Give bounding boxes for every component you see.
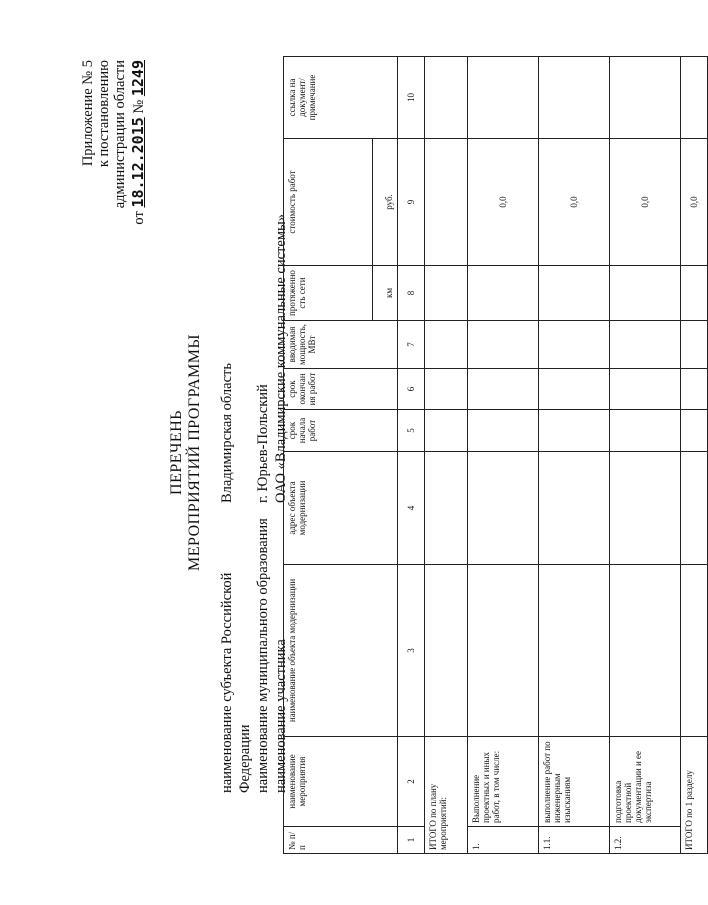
header-cell-reference: ссылка на документ/ примечание	[284, 57, 398, 139]
appendix-line-3: администрации области	[112, 60, 128, 209]
title-line-2: МЕРОПРИЯТИЙ ПРОГРАММЫ	[186, 334, 203, 571]
row-cost: 0,0	[468, 139, 539, 266]
empty-cell	[468, 410, 539, 452]
empty-cell	[681, 321, 708, 369]
column-number: 1	[398, 827, 425, 854]
row-cost: 0,0	[610, 139, 681, 266]
row-label: ИТОГО по 1 разделу	[681, 737, 708, 854]
appendix-block	[80, 60, 147, 360]
meta-block	[218, 214, 290, 793]
appendix-date-line	[130, 60, 147, 360]
empty-cell	[468, 321, 539, 369]
table-row	[468, 57, 539, 854]
column-number: 7	[398, 321, 425, 369]
empty-cell	[468, 565, 539, 737]
table-row-plan-total	[425, 57, 468, 854]
header-cell-start: срок начала работ	[284, 410, 398, 452]
empty-cell	[539, 565, 610, 737]
meta-row-subject	[218, 214, 254, 793]
appendix-line-1: Приложение № 5	[80, 60, 96, 167]
decree-date: 18.12.2015	[129, 117, 147, 208]
column-number: 9	[398, 139, 425, 266]
column-number: 6	[398, 369, 425, 410]
empty-cell	[425, 266, 468, 321]
header-cell-address: адрес объекта модернизации	[284, 452, 398, 565]
empty-cell	[610, 321, 681, 369]
header-row	[284, 57, 373, 854]
meta-label: наименование участника	[273, 639, 289, 793]
empty-cell	[425, 321, 468, 369]
header-cell-num: № п/п	[284, 827, 398, 854]
empty-cell	[681, 369, 708, 410]
empty-cell	[468, 57, 539, 139]
empty-cell	[425, 410, 468, 452]
header-cell-measure: наименование мероприятия	[284, 737, 398, 827]
empty-cell	[681, 57, 708, 139]
row-cost: 0,0	[539, 139, 610, 266]
row-num: 1.2.	[610, 827, 681, 854]
empty-cell	[539, 369, 610, 410]
empty-cell	[425, 452, 468, 565]
empty-cell	[681, 410, 708, 452]
title-line-1: ПЕРЕЧЕНЬ	[168, 410, 185, 495]
empty-cell	[468, 369, 539, 410]
empty-cell	[425, 565, 468, 737]
empty-cell	[425, 369, 468, 410]
empty-cell	[468, 452, 539, 565]
column-number: 10	[398, 57, 425, 139]
empty-cell	[610, 57, 681, 139]
number-sign: №	[131, 99, 147, 114]
row-num: 1.	[468, 827, 539, 854]
meta-label: наименование субъекта Российской Федерации	[219, 572, 253, 793]
empty-cell	[610, 565, 681, 737]
meta-label: наименование муниципального образования	[255, 518, 271, 793]
empty-cell	[681, 452, 708, 565]
table-row	[610, 57, 681, 854]
column-number: 4	[398, 452, 425, 565]
empty-cell	[610, 369, 681, 410]
empty-cell	[681, 565, 708, 737]
header-cell-object: наименование объекта модернизации	[284, 565, 398, 737]
column-number-row	[398, 57, 425, 854]
row-label: ИТОГО по плану мероприятий:	[425, 737, 468, 854]
meta-row-municipality	[254, 214, 272, 793]
measures-table	[283, 56, 708, 854]
unit-length: км	[373, 266, 398, 321]
empty-cell	[681, 266, 708, 321]
meta-value: Владимирская область	[219, 363, 235, 503]
header-cell-power: вводимая мощность, МВт	[284, 321, 398, 369]
row-name: выполнение работ по инженерным изысканиям	[539, 737, 610, 827]
empty-cell	[610, 410, 681, 452]
column-number: 2	[398, 737, 425, 827]
empty-cell	[468, 266, 539, 321]
column-number: 3	[398, 565, 425, 737]
meta-value: ОАО «Владимирские коммунальные системы»	[273, 213, 289, 503]
header-cell-length: протяженно сть сети	[284, 266, 373, 321]
row-num: 1.1.	[539, 827, 610, 854]
table-row-section-total	[681, 57, 708, 854]
row-name: Выполнение проектных и иных работ, в том числе:	[468, 737, 539, 827]
header-cell-cost: стоимость работ	[284, 139, 373, 266]
table-row	[539, 57, 610, 854]
empty-cell	[539, 266, 610, 321]
empty-cell	[610, 452, 681, 565]
column-number: 8	[398, 266, 425, 321]
unit-cost: руб.	[373, 139, 398, 266]
row-cost	[425, 139, 468, 266]
row-name: подготовка проектной документации и ее экспертиза	[610, 737, 681, 827]
appendix-line-2: к постановлению	[96, 60, 112, 168]
decree-number: 1249	[129, 60, 147, 97]
meta-value: г. Юрьев-Польский	[255, 384, 271, 503]
header-cell-end: срок окончан ия работ	[284, 369, 398, 410]
date-prefix: от	[131, 211, 147, 225]
empty-cell	[610, 266, 681, 321]
empty-cell	[539, 452, 610, 565]
empty-cell	[539, 410, 610, 452]
empty-cell	[425, 57, 468, 139]
empty-cell	[539, 57, 610, 139]
row-cost: 0,0	[681, 139, 708, 266]
empty-cell	[539, 321, 610, 369]
column-number: 5	[398, 410, 425, 452]
